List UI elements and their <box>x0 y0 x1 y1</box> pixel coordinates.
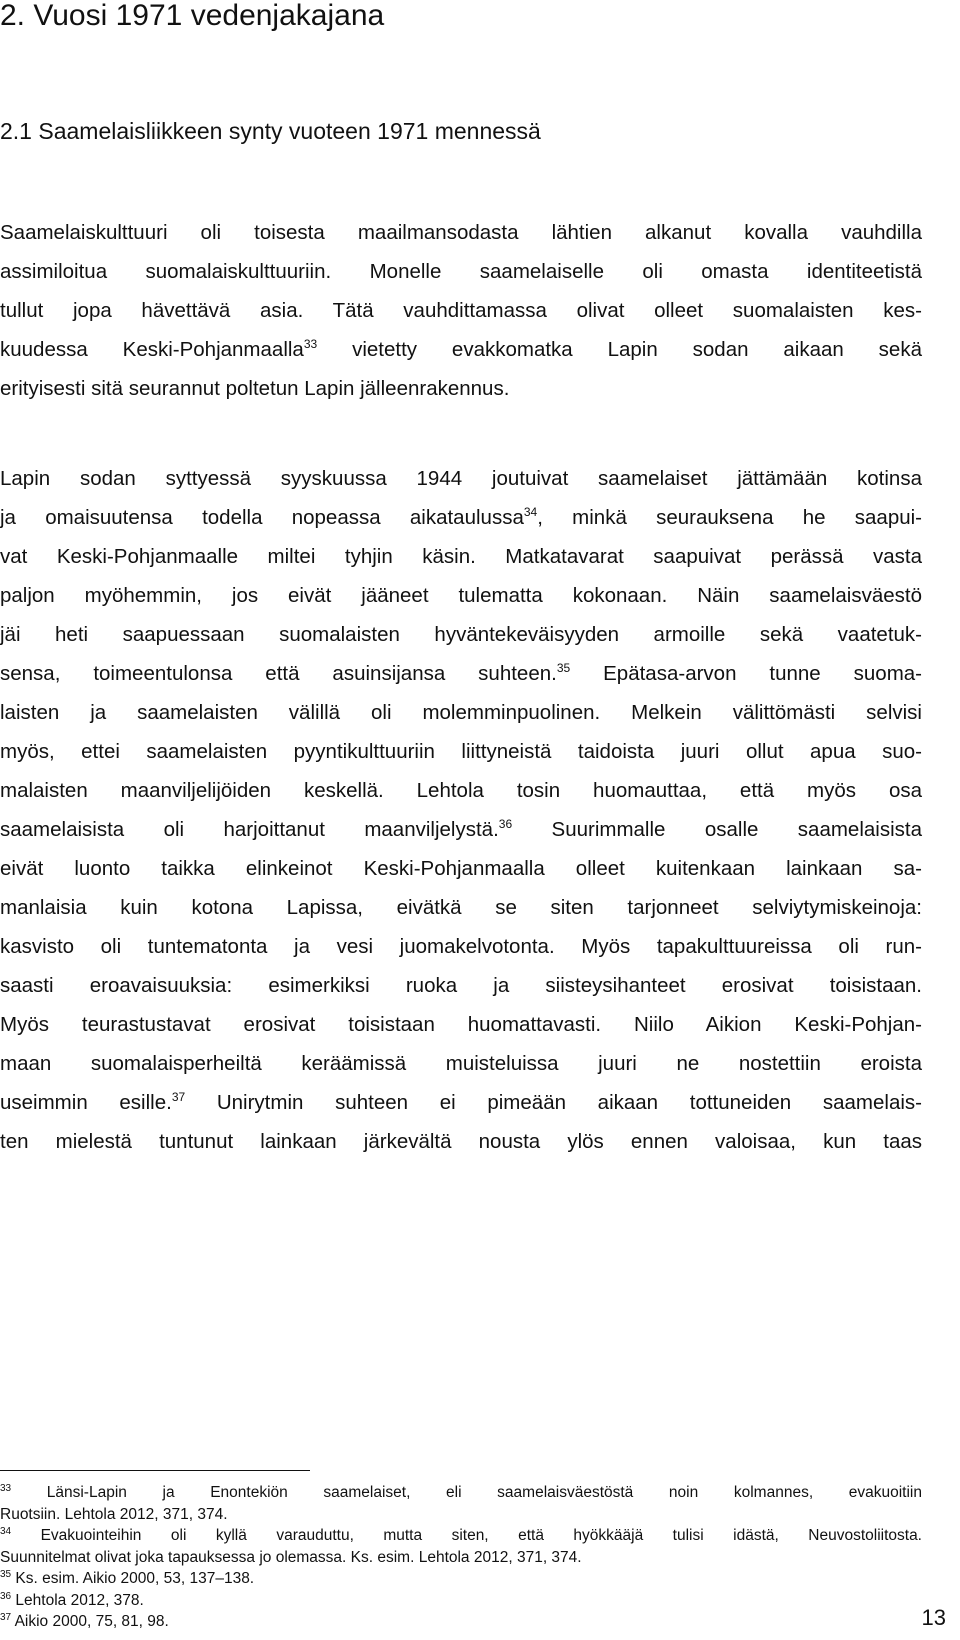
paragraph-2 <box>0 459 922 1161</box>
footnote-ref-36: 36 <box>498 817 513 831</box>
text-segment: Suurimmalle osalle saamelaisista <box>512 818 922 841</box>
footnote-35 <box>0 1568 922 1590</box>
text-line: erityisesti sitä seurannut poltetun Lapin jälleenrakennus. <box>0 377 510 400</box>
text-line: Saamelaiskulttuuri oli toisesta maailmansodasta lähtien alkanut kovalla vauhdilla <box>0 221 922 244</box>
footnote-ref-37: 37 <box>171 1090 186 1104</box>
text-segment: Unirytmin suhteen ei pimeään aikaan tottuneiden saamelais- <box>185 1091 923 1114</box>
footnote-number: 37 <box>0 1612 12 1623</box>
footnote-ref-35: 35 <box>556 661 571 675</box>
text-line: vat Keski-Pohjanmaalle miltei tyhjin käsin. Matkatavarat saapuivat perässä vasta <box>0 545 922 568</box>
footnote-33-continued: Ruotsiin. Lehtola 2012, 371, 374. <box>0 1505 228 1523</box>
text-line: laisten ja saamelaisten välillä oli molemminpuolinen. Melkein välittömästi selvisi <box>0 701 922 724</box>
text-segment: , minkä seurauksena he saapui- <box>537 506 922 529</box>
footnote-33 <box>0 1482 922 1504</box>
text-line: kasvisto oli tuntematonta ja vesi juomakelvotonta. Myös tapakulttuureissa oli run- <box>0 935 922 958</box>
page-number: 13 <box>921 1605 946 1630</box>
footnote-number: 36 <box>0 1590 12 1602</box>
text-line: jäi heti saapuessaan suomalaisten hyväntekeväisyyden armoille sekä vaatetuk- <box>0 623 922 646</box>
text-line: myös, ettei saamelaisten pyyntikulttuuriin liittyneistä taidoista juuri ollut apua suo- <box>0 740 922 763</box>
text-line <box>0 654 922 693</box>
text-segment: sensa, toimeentulonsa että asuinsijansa suhteen. <box>0 662 557 685</box>
footnote-text: Lehtola 2012, 378. <box>11 1591 144 1609</box>
text-segment: Epätasa-arvon tunne suoma- <box>570 662 922 685</box>
text-line: Myös teurastustavat erosivat toisistaan huomattavasti. Niilo Aikion Keski-Pohjan- <box>0 1013 922 1036</box>
footnote-number: 35 <box>0 1569 12 1580</box>
text-line: eivät luonto taikka elinkeinot Keski-Pohjanmaalla olleet kuitenkaan lainkaan sa- <box>0 857 922 880</box>
text-line: maan suomalaisperheiltä keräämissä muisteluissa juuri ne nostettiin eroista <box>0 1052 922 1075</box>
text-segment: kuudessa Keski-Pohjanmaalla <box>0 338 304 361</box>
footnote-separator <box>0 1470 310 1471</box>
text-line <box>0 330 922 369</box>
section-title: 2.1 Saamelaisliikkeen synty vuoteen 1971 mennessä <box>0 118 541 144</box>
text-line <box>0 1083 922 1122</box>
footnote-text: Evakuointeihin oli kyllä varauduttu, mutta siten, että hyökkääjä tulisi idästä, Neuvostoliitosta. <box>11 1527 922 1544</box>
text-line: assimiloitua suomalaiskulttuuriin. Monelle saamelaiselle oli omasta identiteetistä <box>0 260 922 283</box>
footnotes <box>0 1482 922 1633</box>
text-segment: vietetty evakkomatka Lapin sodan aikaan sekä <box>317 338 922 361</box>
footnote-text: Länsi-Lapin ja Enontekiön saamelaiset, eli saamelaisväestöstä noin kolmannes, evakuoitiin <box>11 1484 922 1501</box>
footnote-number: 33 <box>0 1483 12 1494</box>
footnote-number: 34 <box>0 1526 12 1537</box>
footnote-34 <box>0 1525 922 1547</box>
footnote-37 <box>0 1611 922 1633</box>
text-line: paljon myöhemmin, jos eivät jääneet tulematta kokonaan. Näin saamelaisväestö <box>0 584 922 607</box>
text-segment: ja omaisuutensa todella nopeassa aikataulussa <box>0 506 524 529</box>
footnote-ref-33: 33 <box>303 337 318 351</box>
paragraph-1 <box>0 213 922 408</box>
text-segment: useimmin esille. <box>0 1091 172 1114</box>
footnote-text: Aikio 2000, 75, 81, 98. <box>11 1613 169 1630</box>
chapter-title: 2. Vuosi 1971 vedenjakajana <box>0 0 385 32</box>
text-line: manlaisia kuin kotona Lapissa, eivätkä se siten tarjonneet selviytymiskeinoja: <box>0 896 922 919</box>
text-segment: saamelaisista oli harjoittanut maanviljelystä. <box>0 818 499 841</box>
text-line: ten mielestä tuntunut lainkaan järkevältä nousta ylös ennen valoisaa, kun taas <box>0 1130 922 1153</box>
text-line <box>0 498 922 537</box>
footnote-ref-34: 34 <box>523 505 538 519</box>
text-line: saasti eroavaisuuksia: esimerkiksi ruoka ja siisteysihanteet erosivat toisistaan. <box>0 974 922 997</box>
footnote-34-continued: Suunnitelmat olivat joka tapauksessa jo olemassa. Ks. esim. Lehtola 2012, 371, 374. <box>0 1548 582 1566</box>
text-line: malaisten maanviljelijöiden keskellä. Lehtola tosin huomauttaa, että myös osa <box>0 779 922 802</box>
text-line: Lapin sodan syttyessä syyskuussa 1944 joutuivat saamelaiset jättämään kotinsa <box>0 467 922 490</box>
text-line: tullut jopa hävettävä asia. Tätä vauhdittamassa olivat olleet suomalaisten kes- <box>0 299 922 322</box>
text-line <box>0 810 922 849</box>
footnote-text: Ks. esim. Aikio 2000, 53, 137–138. <box>11 1570 255 1587</box>
footnote-36 <box>0 1590 922 1612</box>
